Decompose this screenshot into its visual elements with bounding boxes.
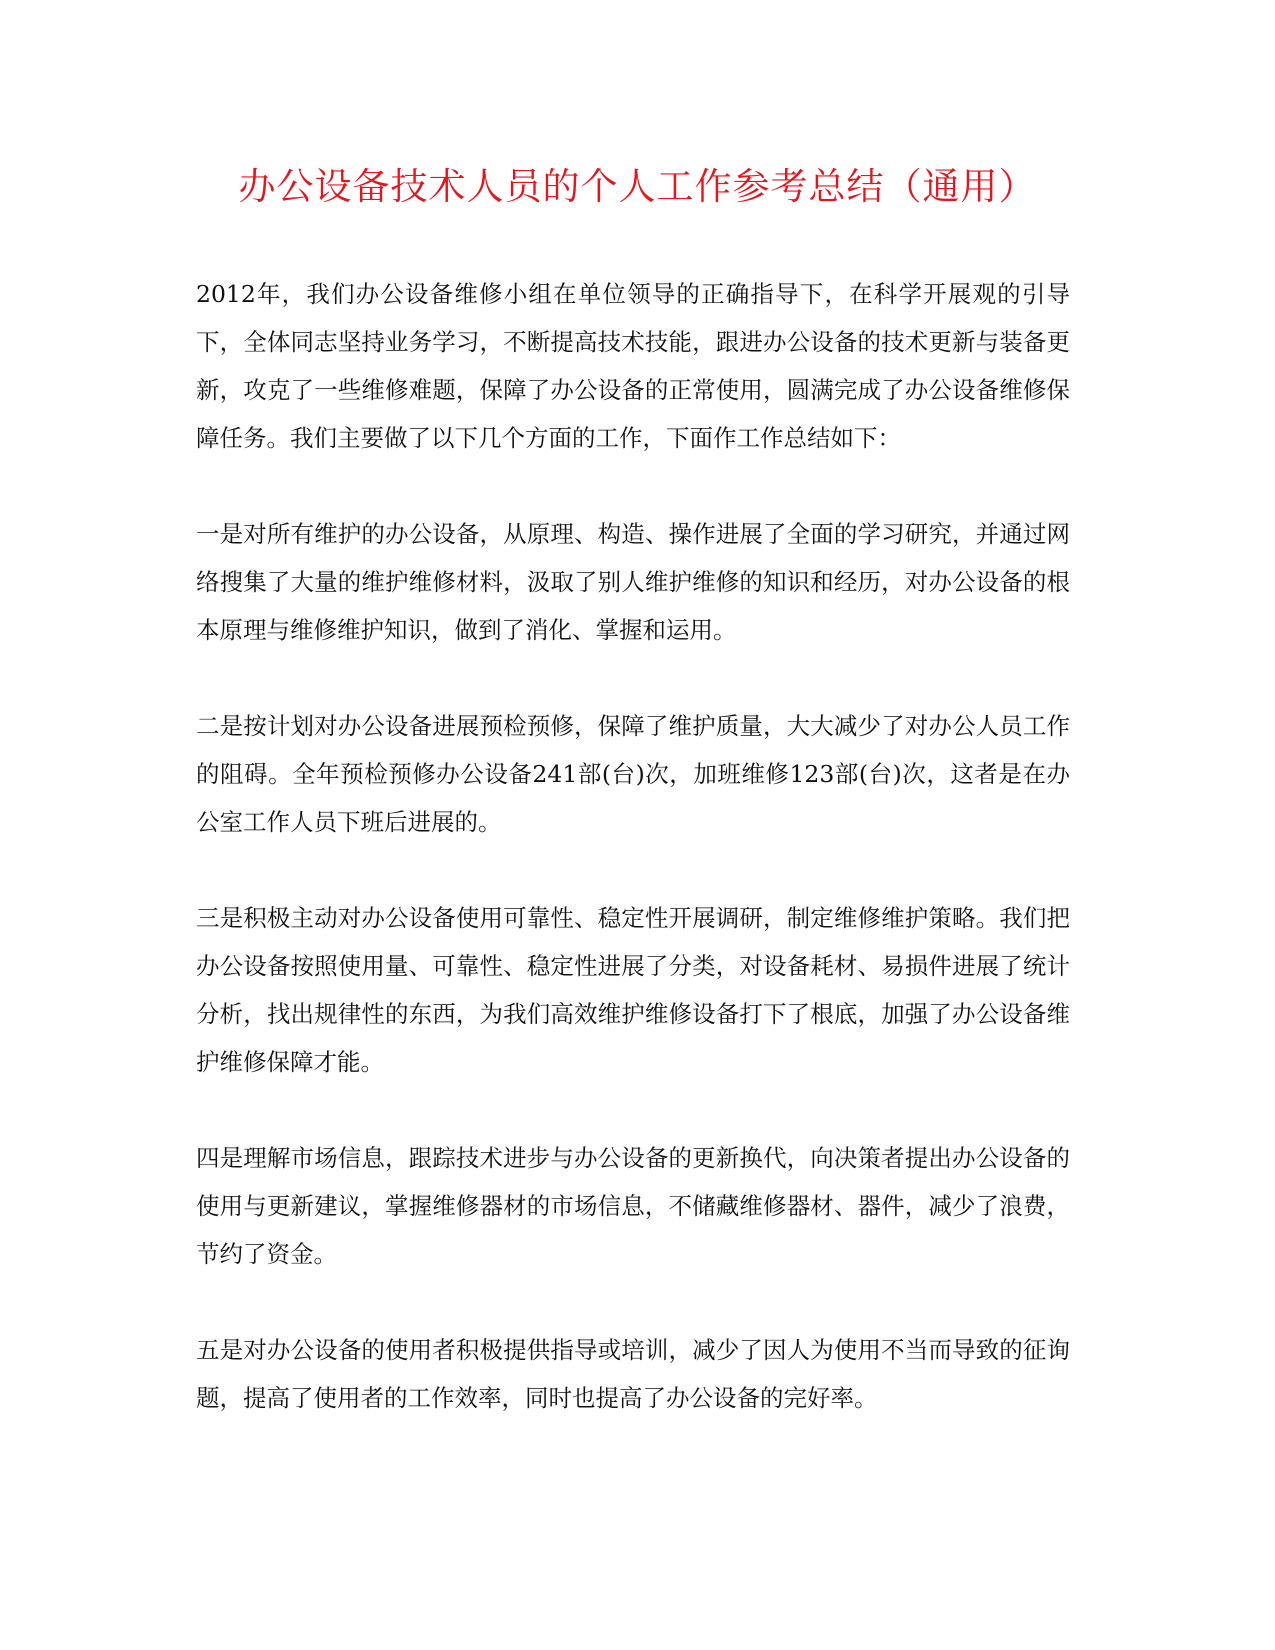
paragraph-point-3: 三是积极主动对办公设备使用可靠性、稳定性开展调研，制定维修维护策略。我们把办公设备按照使用量、可靠性、稳定性进展了分类，对设备耗材、易损件进展了统计分析，找出规律性的东西，为我们高效维护维修设备打下了根底，加强了办公设备维护维修保障才能。: [196, 904, 1070, 1076]
paragraph-point-4: 四是理解市场信息，跟踪技术进步与办公设备的更新换代，向决策者提出办公设备的使用与更新建议，掌握维修器材的市场信息，不储藏维修器材、器件，减少了浪费，节约了资金。: [196, 1144, 1070, 1268]
paragraph-intro: 2012年，我们办公设备维修小组在单位领导的正确指导下，在科学开展观的引导下，全体同志坚持业务学习，不断提高技术技能，跟进办公设备的技术更新与装备更新，攻克了一些维修难题，保障了办公设备的正常使用，圆满完成了办公设备维修保障任务。我们主要做了以下几个方面的工作，下面作工作总结如下：: [196, 280, 1070, 452]
paragraph-point-5: 五是对办公设备的使用者积极提供指导或培训，减少了因人为使用不当而导致的征询题，提高了使用者的工作效率，同时也提高了办公设备的完好率。: [196, 1336, 1070, 1412]
paragraph-point-1: 一是对所有维护的办公设备，从原理、构造、操作进展了全面的学习研究，并通过网络搜集了大量的维护维修材料，汲取了别人维护维修的知识和经历，对办公设备的根本原理与维修维护知识，做到了消化、掌握和运用。: [196, 520, 1070, 644]
document-body: [196, 270, 1070, 1470]
document-title: 办公设备技术人员的个人工作参考总结（通用）: [238, 165, 1037, 208]
paragraph-point-2: 二是按计划对办公设备进展预检预修，保障了维护质量，大大减少了对办公人员工作的阻碍。全年预检预修办公设备241部(台)次，加班维修123部(台)次，这者是在办公室工作人员下班后进展的。: [196, 712, 1070, 836]
